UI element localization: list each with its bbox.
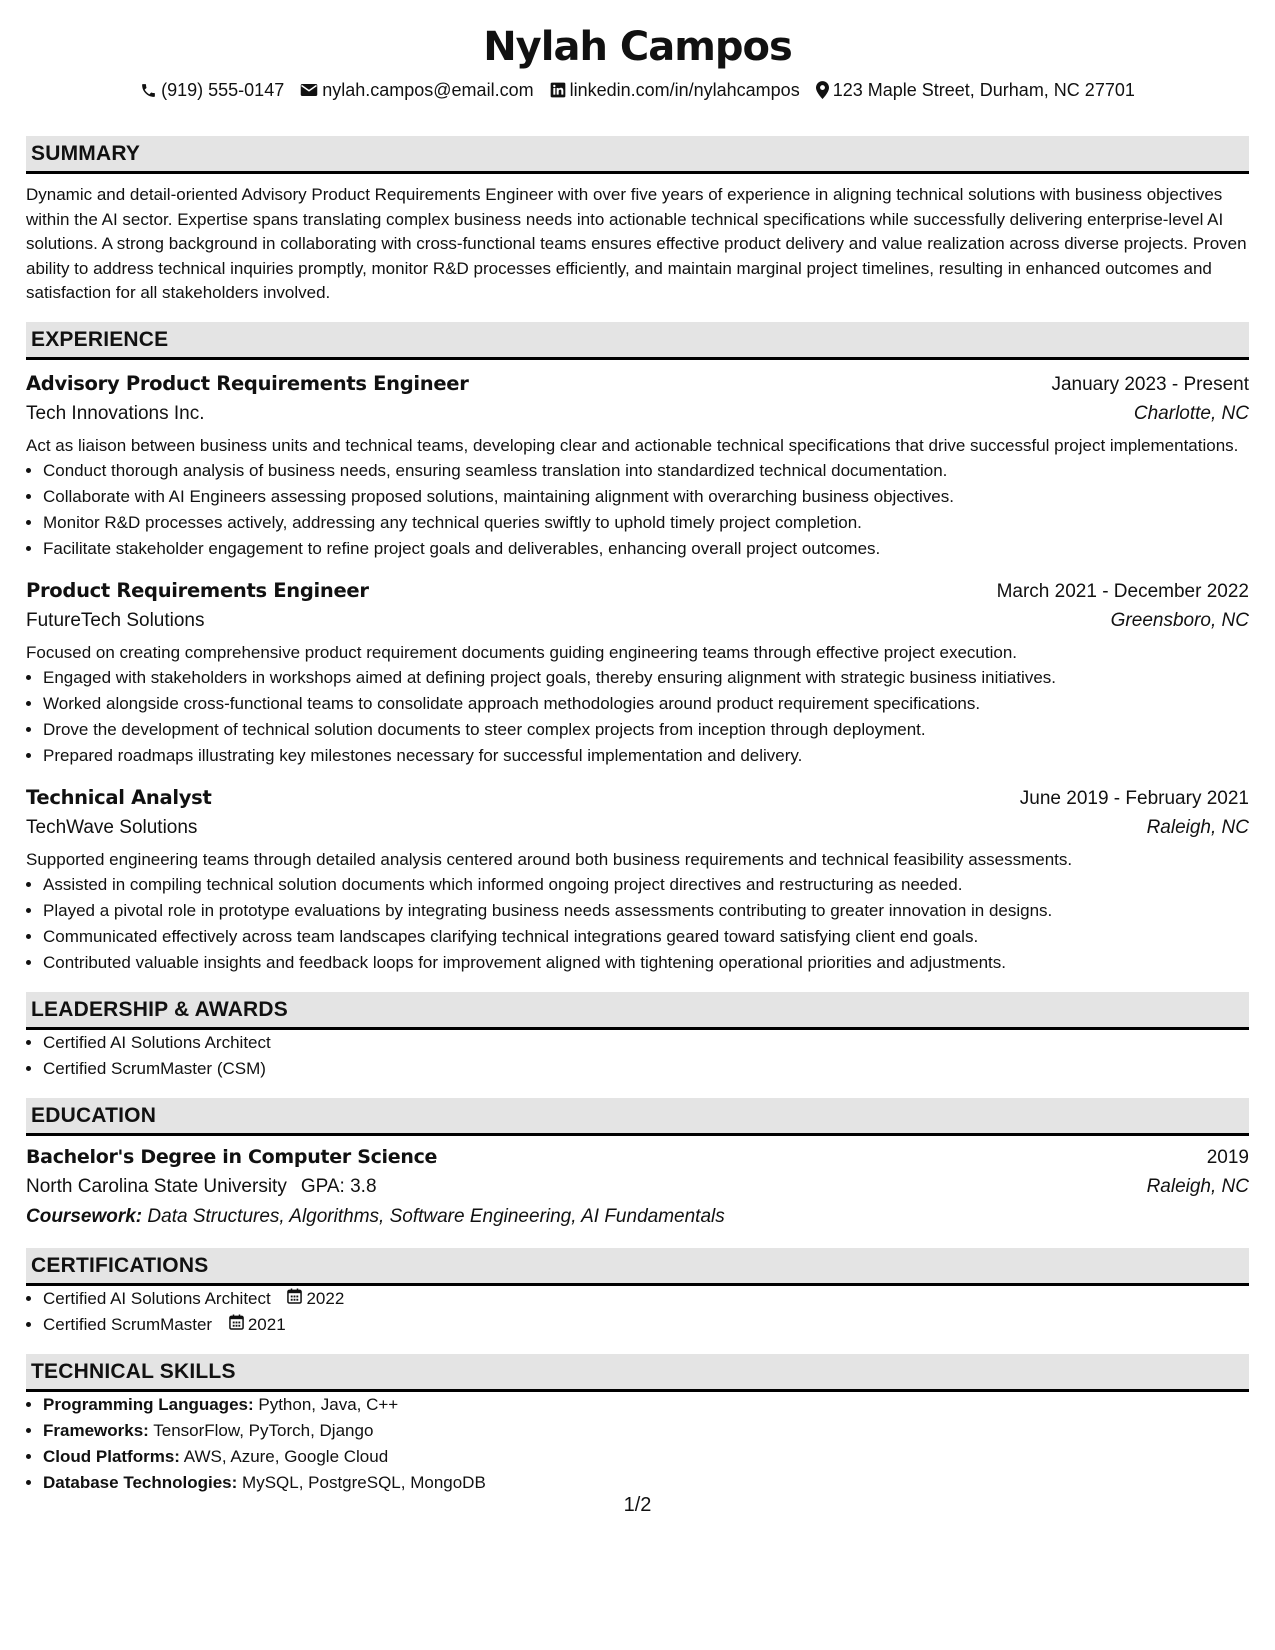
job-title: Product Requirements Engineer [26,578,369,602]
list-item [43,1312,1249,1338]
contact-phone-text: (919) 555-0147 [161,79,285,100]
education-school: North Carolina State University [26,1175,287,1197]
skills-list [26,1392,1249,1496]
job-description: Focused on creating comprehensive product requirement documents guiding engineering teams through effective project execution. [26,642,1017,662]
contact-address [816,80,1135,101]
page-number: 1/2 [623,1494,652,1516]
job-bullets [26,872,1249,976]
education-degree: Bachelor's Degree in Computer Science [26,1145,438,1168]
job-description: Supported engineering teams through detailed analysis centered around both business requirements and technical feasibility assessments. [26,849,1073,869]
candidate-name: Nylah Campos [483,24,792,70]
job-bullets [26,665,1249,769]
job-company: TechWave Solutions [26,816,198,838]
education-section [26,1098,1249,1232]
list-item [43,1286,1249,1312]
cert-name: Certified ScrumMaster [43,1314,213,1334]
summary-section [26,136,1249,306]
job-bullets [26,458,1249,562]
education-heading: EDUCATION [26,1098,1249,1136]
calendar-icon [287,1286,302,1312]
cert-year: 2021 [247,1314,286,1334]
list-item [43,1392,1249,1418]
job-entry [26,783,1249,976]
skill-value: AWS, Azure, Google Cloud [183,1446,389,1466]
list-item: • Engaged with stakeholders in workshops aimed at defining project goals, thereby ensuring alignment with strategic business initiatives. [43,665,1249,691]
education-gpa: GPA: 3.8 [300,1175,377,1197]
list-item: • Drove the development of technical solution documents to steer complex projects from inception through deployment. [43,717,1249,743]
experience-section [26,322,1249,976]
certifications-list [26,1286,1249,1338]
education-year: 2019 [1206,1146,1249,1168]
summary-heading: SUMMARY [26,136,1249,174]
job-title: Technical Analyst [26,785,212,809]
skill-label: Frameworks: [43,1420,149,1440]
coursework-text: Data Structures, Algorithms, Software Engineering, AI Fundamentals [147,1205,725,1227]
list-item: • Certified AI Solutions Architect [43,1030,1249,1056]
certifications-heading: CERTIFICATIONS [26,1248,1249,1286]
experience-heading: EXPERIENCE [26,322,1249,360]
job-title: Advisory Product Requirements Engineer [26,371,469,395]
contact-phone[interactable] [140,80,284,101]
cert-name: Certified AI Solutions Architect [43,1288,271,1308]
linkedin-icon [550,82,566,98]
list-item [43,1418,1249,1444]
contact-linkedin[interactable] [550,80,800,101]
skill-label: Cloud Platforms: [43,1446,180,1466]
job-description: Act as liaison between business units and technical teams, developing clear and actionable technical specifications that drive successful project implementations. [26,435,1239,455]
job-entry [26,576,1249,769]
job-company: Tech Innovations Inc. [26,402,205,424]
job-company: FutureTech Solutions [26,609,205,631]
skill-label: Database Technologies: [43,1472,238,1492]
coursework-label: Coursework: [26,1205,143,1227]
contact-email-text: nylah.campos@email.com [322,79,534,100]
job-entry [26,369,1249,562]
job-dates: January 2023 - Present [1051,373,1249,395]
list-item: • Monitor R&D processes actively, addressing any technical queries swiftly to uphold timely project completion. [43,510,1249,536]
contact-bar [26,78,1249,102]
contact-address-text: 123 Maple Street, Durham, NC 27701 [832,79,1135,100]
certifications-section [26,1248,1249,1338]
list-item: • Certified ScrumMaster (CSM) [43,1056,1249,1082]
skill-value: TensorFlow, PyTorch, Django [153,1420,374,1440]
job-location: Raleigh, NC [1146,816,1249,838]
skills-section [26,1354,1249,1496]
summary-text: Dynamic and detail-oriented Advisory Product Requirements Engineer with over five years of experience in aligning technical solutions with business objectives within the AI sector. Expertise spans translating complex business needs into actionable technical specifications while successfully delivering enterprise-level AI solutions. A strong background in collaborating with cross-functional teams ensures effective product delivery and value realization across diverse projects. Proven ability to address technical inquiries promptly, monitor R&D processes efficiently, and maintain marginal project timelines, resulting in enhanced outcomes and satisfaction for all stakeholders involved. [26,185,1247,302]
cert-year: 2022 [306,1288,345,1308]
list-item: • Worked alongside cross-functional teams to consolidate approach methodologies around product requirement specifications. [43,691,1249,717]
calendar-icon [229,1312,244,1338]
contact-email[interactable] [300,80,533,101]
resume-content [26,22,1249,1496]
contact-linkedin-text: linkedin.com/in/nylahcampos [569,79,800,100]
map-marker-icon [816,81,829,99]
education-location: Raleigh, NC [1146,1175,1249,1197]
envelope-icon [300,83,318,97]
skills-heading: TECHNICAL SKILLS [26,1354,1249,1392]
list-item: • Collaborate with AI Engineers assessing proposed solutions, maintaining alignment with overarching business objectives. [43,484,1249,510]
list-item [43,1444,1249,1470]
list-item: • Communicated effectively across team landscapes clarifying technical integrations geared toward satisfying client end goals. [43,924,1249,950]
skill-value: MySQL, PostgreSQL, MongoDB [242,1472,486,1492]
job-dates: June 2019 - February 2021 [1019,787,1249,809]
list-item: • Prepared roadmaps illustrating key milestones necessary for successful implementation and delivery. [43,743,1249,769]
job-dates: March 2021 - December 2022 [996,580,1249,602]
list-item: • Facilitate stakeholder engagement to refine project goals and deliverables, enhancing overall project outcomes. [43,536,1249,562]
leadership-list [26,1030,1249,1082]
skill-value: Python, Java, C++ [258,1394,399,1414]
list-item: • Conduct thorough analysis of business needs, ensuring seamless translation into standardized technical documentation. [43,458,1249,484]
leadership-section [26,992,1249,1082]
job-location: Greensboro, NC [1110,609,1249,631]
job-location: Charlotte, NC [1133,402,1249,424]
phone-icon [140,82,157,99]
leadership-heading: LEADERSHIP & AWARDS [26,992,1249,1030]
list-item: • Assisted in compiling technical solution documents which informed ongoing project directives and restructuring as needed. [43,872,1249,898]
list-item: • Played a pivotal role in prototype evaluations by integrating business needs assessments contributing to greater innovation in designs. [43,898,1249,924]
list-item: • Contributed valuable insights and feedback loops for improvement aligned with tightening operational priorities and adjustments. [43,950,1249,976]
skill-label: Programming Languages: [43,1394,254,1414]
education-coursework [26,1202,1249,1232]
